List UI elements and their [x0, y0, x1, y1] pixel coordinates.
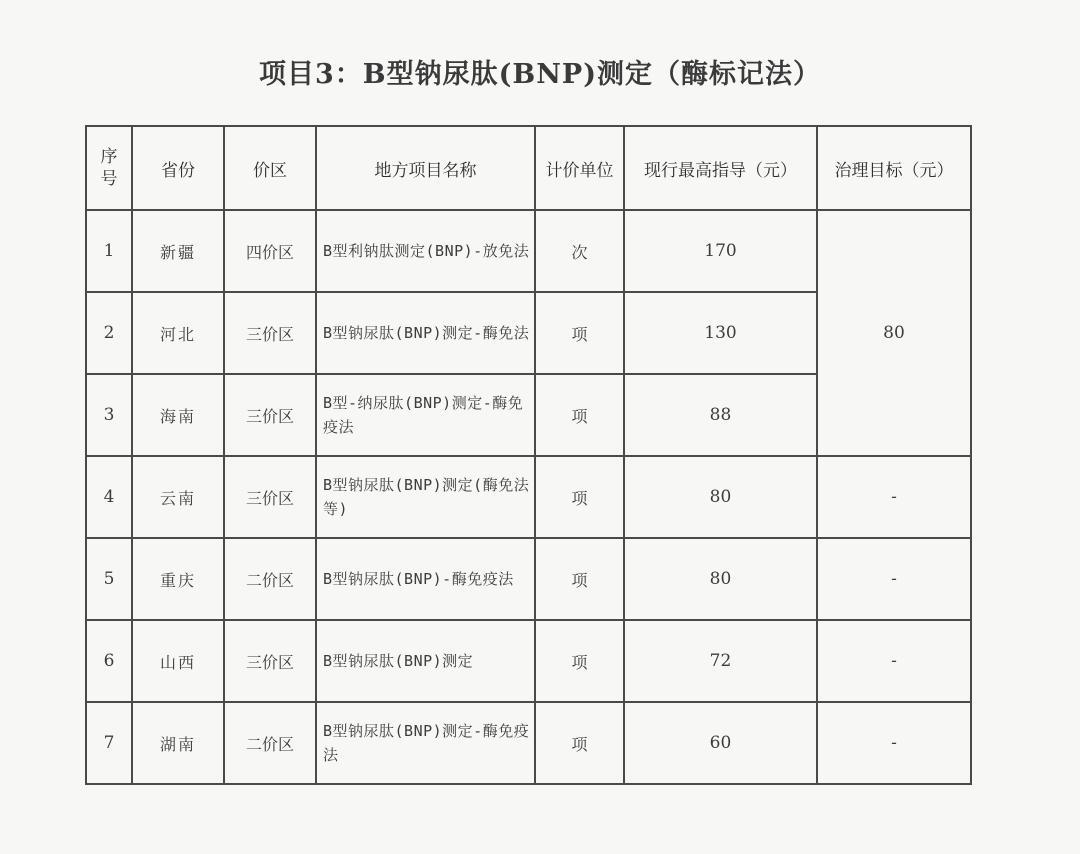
header-target: 治理目标（元）	[817, 126, 971, 210]
row-province: 云南	[132, 456, 224, 538]
row-seq: 7	[86, 702, 132, 784]
row-zone: 三价区	[224, 374, 316, 456]
row-province: 海南	[132, 374, 224, 456]
header-unit: 计价单位	[535, 126, 624, 210]
row-unit: 项	[535, 292, 624, 374]
row-seq: 4	[86, 456, 132, 538]
header-seq-label: 序号	[100, 147, 118, 189]
row-target: -	[817, 538, 971, 620]
row-unit: 项	[535, 374, 624, 456]
row-unit: 项	[535, 620, 624, 702]
table-header-row	[86, 126, 971, 210]
header-price-zone: 价区	[224, 126, 316, 210]
row-unit: 项	[535, 538, 624, 620]
row-zone: 三价区	[224, 292, 316, 374]
row-price: 80	[624, 456, 817, 538]
table-row	[86, 210, 971, 292]
row-item-name: B型钠尿肽(BNP)测定-酶免法	[316, 292, 535, 374]
row-zone: 三价区	[224, 456, 316, 538]
row-zone: 二价区	[224, 538, 316, 620]
row-seq: 3	[86, 374, 132, 456]
table-row	[86, 538, 971, 620]
row-price: 80	[624, 538, 817, 620]
row-province: 重庆	[132, 538, 224, 620]
row-item-name: B型-纳尿肽(BNP)测定-酶免疫法	[316, 374, 535, 456]
header-current-max: 现行最高指导（元）	[624, 126, 817, 210]
row-target: -	[817, 620, 971, 702]
row-unit: 次	[535, 210, 624, 292]
row-price: 72	[624, 620, 817, 702]
row-item-name: B型钠尿肽(BNP)-酶免疫法	[316, 538, 535, 620]
header-province: 省份	[132, 126, 224, 210]
shared-target-cell: 80	[817, 210, 971, 456]
table-row	[86, 456, 971, 538]
row-price: 60	[624, 702, 817, 784]
row-seq: 6	[86, 620, 132, 702]
row-seq: 1	[86, 210, 132, 292]
header-seq	[86, 126, 132, 210]
row-price: 170	[624, 210, 817, 292]
row-zone: 二价区	[224, 702, 316, 784]
row-item-name: B型钠尿肽(BNP)测定-酶免疫法	[316, 702, 535, 784]
row-unit: 项	[535, 702, 624, 784]
header-item-name: 地方项目名称	[316, 126, 535, 210]
row-price: 130	[624, 292, 817, 374]
row-province: 河北	[132, 292, 224, 374]
row-zone: 三价区	[224, 620, 316, 702]
row-seq: 5	[86, 538, 132, 620]
price-table	[85, 125, 972, 785]
row-item-name: B型利钠肽测定(BNP)-放免法	[316, 210, 535, 292]
row-unit: 项	[535, 456, 624, 538]
row-item-name: B型钠尿肽(BNP)测定(酶免法等)	[316, 456, 535, 538]
table-row	[86, 620, 971, 702]
row-province: 山西	[132, 620, 224, 702]
row-item-name: B型钠尿肽(BNP)测定	[316, 620, 535, 702]
row-zone: 四价区	[224, 210, 316, 292]
table-row	[86, 702, 971, 784]
row-target: -	[817, 702, 971, 784]
row-target: -	[817, 456, 971, 538]
row-price: 88	[624, 374, 817, 456]
page-title: 项目3：B型钠尿肽(BNP)测定（酶标记法）	[259, 59, 821, 90]
row-province: 湖南	[132, 702, 224, 784]
row-seq: 2	[86, 292, 132, 374]
row-province: 新疆	[132, 210, 224, 292]
